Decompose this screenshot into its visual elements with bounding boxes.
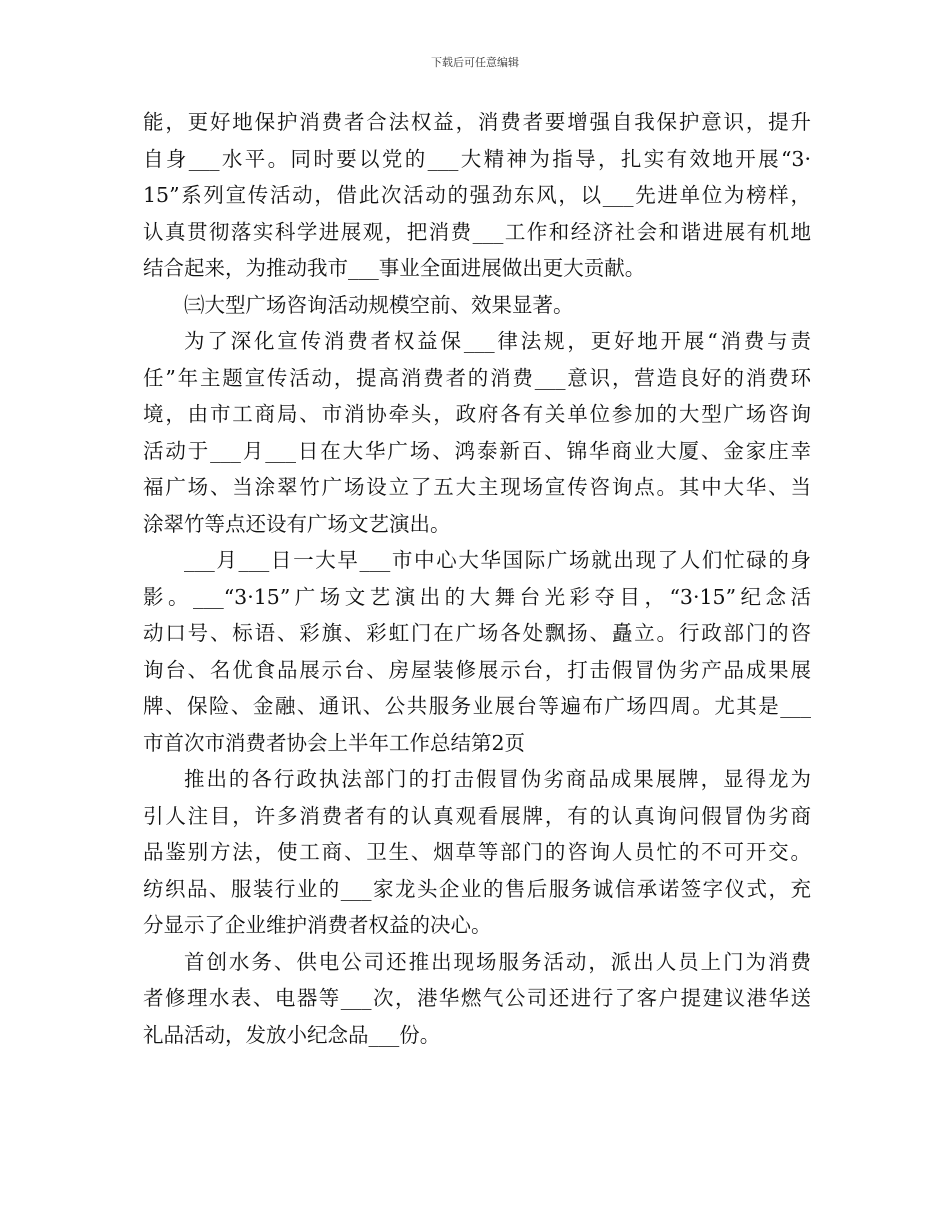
text-line: 市首次市消费者协会上半年工作总结第2页 [143,730,526,755]
text-line: 动口号、标语、彩旗、彩虹门在广场各处飘扬、矗立。行政部门的咨 [143,621,811,645]
text-line: 涂翠竹等点还设有广场文艺演出。 [143,511,451,536]
paragraph [143,104,811,287]
text-line: 认真贯彻落实科学进展观，把消费___工作和经济社会和谐进展有机地 [143,219,811,244]
text-line: 牌、保险、金融、通讯、公共服务业展台等遍布广场四周。尤其是___ [143,694,811,718]
section-heading [143,287,811,324]
text-line: 品鉴别方法，使工商、卫生、烟草等部门的咨询人员忙的不可开交。 [143,840,811,864]
text-line: 影。___“3·15”广场文艺演出的大舞台光彩夺目，“3·15”纪念活 [143,584,811,609]
text-line: 者修理水表、电器等___次，港华燃气公司还进行了客户提建议港华送 [143,986,811,1010]
paragraph [143,323,811,542]
paragraph [143,542,811,761]
text-line: 推出的各行政执法部门的打击假冒伪劣商品成果展牌，显得龙为 [184,767,811,791]
text-line: 福广场、当涂翠竹广场设立了五大主现场宣传咨询点。其中大华、当 [143,475,811,499]
text-line: 询台、名优食品展示台、房屋装修展示台，打击假冒伪劣产品成果展 [143,657,811,682]
text-line: 能，更好地保护消费者合法权益，消费者要增强自我保护意识，提升 [143,110,811,134]
text-line: 引人注目，许多消费者有的认真观看展牌，有的认真询问假冒伪劣商 [143,803,811,828]
paragraph [143,761,811,944]
text-line: 任”年主题宣传活动，提高消费者的消费___意识，营造良好的消费环 [143,365,811,390]
text-line: 境，由市工商局、市消协牵头，政府各有关单位参加的大型广场咨询 [143,402,811,426]
text-line: 结合起来，为推动我市___事业全面进展做出更大贡献。 [143,256,646,280]
text-line: 活动于___月___日在大华广场、鸿泰新百、锦华商业大厦、金家庄幸 [143,438,811,463]
text-line: 15”系列宣传活动，借此次活动的强劲东风，以___先进单位为榜样， [143,183,811,207]
page-header: 下载后可任意编辑 [431,56,519,69]
text-line: 分显示了企业维护消费者权益的决心。 [143,913,492,937]
paragraph [143,944,811,1054]
text-line: ___月___日一大早___市中心大华国际广场就出现了人们忙碌的身 [184,548,811,572]
text-line: 首创水务、供电公司还推出现场服务活动，派出人员上门为消费 [184,949,811,974]
text-line: 自身___水平。同时要以党的___大精神为指导，扎实有效地开展“3· [143,146,811,171]
text-line: 为了深化宣传消费者权益保___律法规，更好地开展“消费与责 [184,329,811,353]
text-line: 纺织品、服装行业的___家龙头企业的售后服务诚信承诺签字仪式，充 [143,876,811,901]
text-line: ㈢大型广场咨询活动规模空前、效果显著。 [184,292,574,317]
text-line: 礼品活动，发放小纪念品___份。 [143,1022,441,1047]
document-body [143,104,811,1053]
